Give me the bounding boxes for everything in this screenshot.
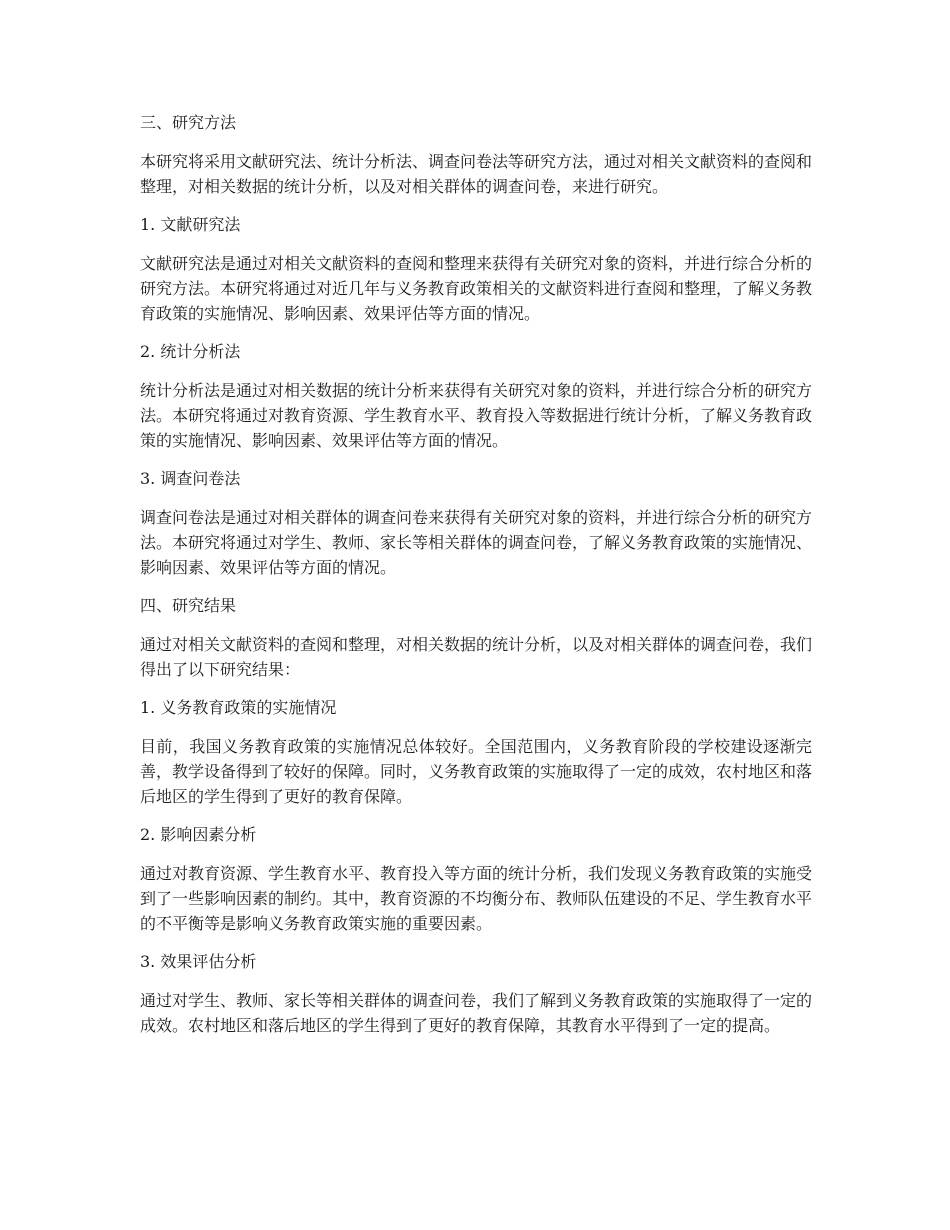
section-paragraph: 目前，我国义务教育政策的实施情况总体较好。全国范围内，义务教育阶段的学校建设逐渐完善，教学设备得到了较好的保障。同时，义务教育政策的实施取得了一定的成效，农村地区和落后地区的学生得到了更好的教育保障。	[140, 737, 813, 806]
section-paragraph: 本研究将采用文献研究法、统计分析法、调查问卷法等研究方法，通过对相关文献资料的查阅和整理，对相关数据的统计分析，以及对相关群体的调查问卷，来进行研究。	[140, 152, 813, 196]
section-paragraph: 文献研究法是通过对相关文献资料的查阅和整理来获得有关研究对象的资料，并进行综合分析的研究方法。本研究将通过对近几年与义务教育政策相关的文献资料进行查阅和整理，了解义务教育政策的实施情况、影响因素、效果评估等方面的情况。	[140, 254, 813, 323]
section-literature-method	[140, 213, 812, 326]
section-heading: 四、研究结果	[140, 596, 237, 615]
section-heading: 2. 影响因素分析	[140, 825, 257, 844]
section-paragraph: 通过对教育资源、学生教育水平、教育投入等方面的统计分析，我们发现义务教育政策的实施受到了一些影响因素的制约。其中，教育资源的不均衡分布、教师队伍建设的不足、学生教育水平的不平衡等是影响义务教育政策实施的重要因素。	[140, 864, 813, 933]
section-survey-method	[140, 467, 812, 580]
section-effect-evaluation	[140, 950, 812, 1038]
section-statistical-method	[140, 340, 812, 453]
section-heading: 三、研究方法	[140, 113, 237, 132]
section-heading: 1. 文献研究法	[140, 215, 241, 234]
section-research-methods	[140, 111, 812, 199]
section-implementation	[140, 696, 812, 809]
section-heading: 3. 效果评估分析	[140, 952, 257, 971]
section-paragraph: 统计分析法是通过对相关数据的统计分析来获得有关研究对象的资料，并进行综合分析的研究方法。本研究将通过对教育资源、学生教育水平、教育投入等数据进行统计分析，了解义务教育政策的实施情况、影响因素、效果评估等方面的情况。	[140, 381, 813, 450]
section-paragraph: 通过对相关文献资料的查阅和整理，对相关数据的统计分析，以及对相关群体的调查问卷，我们得出了以下研究结果：	[140, 635, 813, 679]
section-paragraph: 通过对学生、教师、家长等相关群体的调查问卷，我们了解到义务教育政策的实施取得了一定的成效。农村地区和落后地区的学生得到了更好的教育保障，其教育水平得到了一定的提高。	[140, 991, 813, 1035]
section-heading: 2. 统计分析法	[140, 342, 241, 361]
section-heading: 1. 义务教育政策的实施情况	[140, 698, 337, 717]
section-paragraph: 调查问卷法是通过对相关群体的调查问卷来获得有关研究对象的资料，并进行综合分析的研究方法。本研究将通过对学生、教师、家长等相关群体的调查问卷，了解义务教育政策的实施情况、影响因素、效果评估等方面的情况。	[140, 508, 813, 577]
section-influencing-factors	[140, 823, 812, 936]
section-heading: 3. 调查问卷法	[140, 469, 241, 488]
document-body	[140, 111, 812, 1038]
section-research-results	[140, 594, 812, 682]
